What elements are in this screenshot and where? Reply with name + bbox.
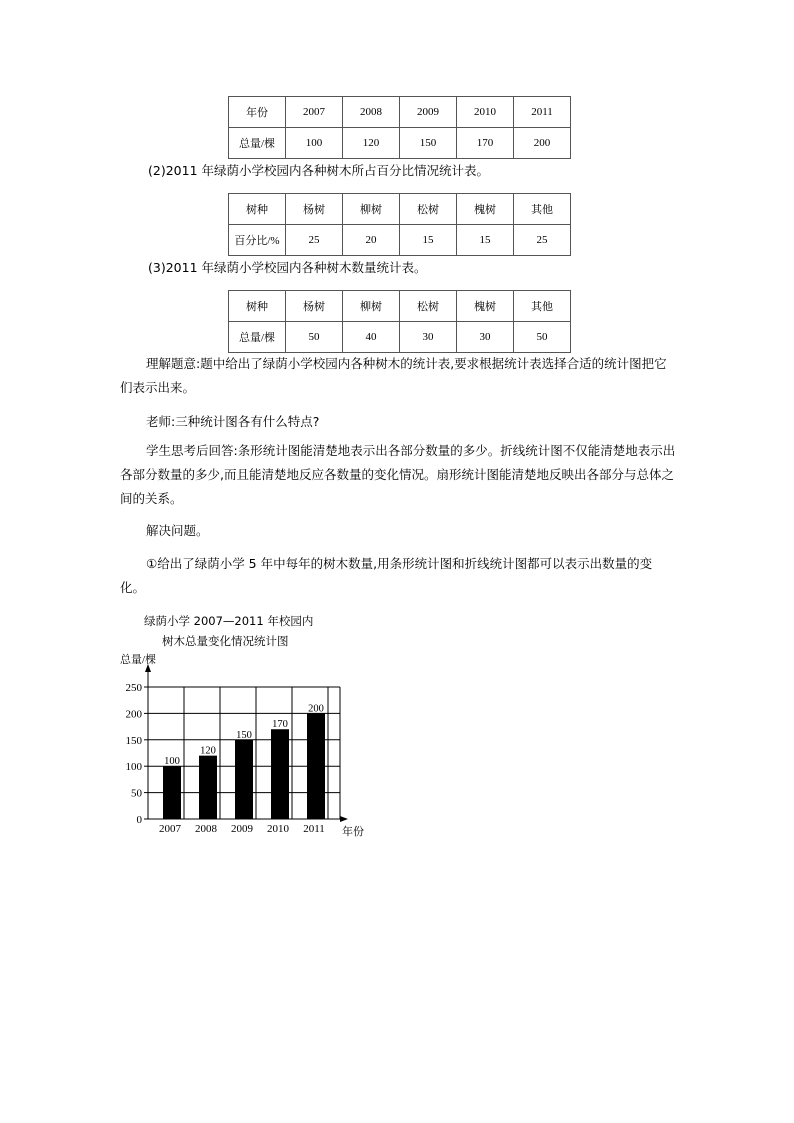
paragraph-teacher-question: 老师:三种统计图各有什么特点? xyxy=(146,414,320,429)
x-tick-label: 2009 xyxy=(231,823,253,835)
y-tick-label: 250 xyxy=(125,682,142,694)
table-cell: 2010 xyxy=(457,97,514,128)
table-cell: 松树 xyxy=(400,291,457,322)
x-tick-label: 2008 xyxy=(195,823,217,835)
x-tick-label: 2011 xyxy=(303,823,325,835)
table-cell: 200 xyxy=(514,128,571,159)
table-cell: 150 xyxy=(400,128,457,159)
paragraph-solution-1: ①给出了绿荫小学 5 年中每年的树木数量,用条形统计图和折线统计图都可以表示出数量的变化。 xyxy=(120,556,653,595)
table-cell: 松树 xyxy=(400,194,457,225)
y-tick-label: 100 xyxy=(125,761,142,774)
x-axis-arrow xyxy=(340,816,348,822)
table-cell: 其他 xyxy=(514,291,571,322)
x-axis-label: 年份 xyxy=(342,826,364,838)
caption-percent-table: (2)2011 年绿荫小学校园内各种树木所占百分比情况统计表。 xyxy=(148,163,489,178)
table-row xyxy=(229,322,571,353)
table-cell: 25 xyxy=(286,225,343,256)
table-cell: 15 xyxy=(457,225,514,256)
bar xyxy=(307,713,325,819)
table-cell: 30 xyxy=(457,322,514,353)
data-label: 100 xyxy=(164,756,180,768)
bar xyxy=(199,756,217,819)
paragraph-solve: 解决问题。 xyxy=(146,523,209,538)
y-tick-label: 50 xyxy=(131,787,142,800)
table-cell: 15 xyxy=(400,225,457,256)
table-cell: 槐树 xyxy=(457,291,514,322)
data-label: 120 xyxy=(200,745,216,757)
table-cell: 百分比/% xyxy=(229,225,286,256)
table-cell: 120 xyxy=(343,128,400,159)
tree-total-bar-chart xyxy=(112,645,382,840)
table-cell: 柳树 xyxy=(343,194,400,225)
y-tick-label: 0 xyxy=(136,814,142,826)
table-cell: 总量/棵 xyxy=(229,128,286,159)
table-cell: 50 xyxy=(514,322,571,353)
table-cell: 50 xyxy=(286,322,343,353)
tree-total-table xyxy=(228,96,571,159)
chart-labels xyxy=(126,682,325,835)
table-cell: 总量/棵 xyxy=(229,322,286,353)
bar xyxy=(235,740,253,819)
table-cell: 2011 xyxy=(514,97,571,128)
table-cell: 年份 xyxy=(229,97,286,128)
table-cell: 杨树 xyxy=(286,291,343,322)
caption-count-table: (3)2011 年绿荫小学校园内各种树木数量统计表。 xyxy=(148,260,427,275)
y-axis-label: 总量/棵 xyxy=(120,654,157,666)
chart-title-line1: 绿荫小学 2007—2011 年校园内 xyxy=(144,614,314,628)
table-row xyxy=(229,225,571,256)
table-cell: 树种 xyxy=(229,194,286,225)
table-cell: 杨树 xyxy=(286,194,343,225)
data-label: 170 xyxy=(272,719,288,731)
table-header-row xyxy=(229,97,571,128)
table-row xyxy=(229,128,571,159)
y-tick-label: 200 xyxy=(125,708,142,721)
table-cell: 30 xyxy=(400,322,457,353)
bar xyxy=(271,729,289,819)
table-cell: 柳树 xyxy=(343,291,400,322)
x-tick-label: 2010 xyxy=(267,823,289,835)
tree-percent-table xyxy=(228,193,571,256)
table-cell: 2007 xyxy=(286,97,343,128)
paragraph-student-answer: 学生思考后回答:条形统计图能清楚地表示出各部分数量的多少。折线统计图不仅能清楚地表示出各部分数量的多少,而且能清楚地反应各数量的变化情况。扇形统计图能清楚地反映出各部分与总体之间的关系。 xyxy=(120,443,676,506)
table-header-row xyxy=(229,194,571,225)
paragraph-understanding: 理解题意:题中给出了绿荫小学校园内各种树木的统计表,要求根据统计表选择合适的统计图把它们表示出来。 xyxy=(120,356,667,395)
table-cell: 2009 xyxy=(400,97,457,128)
table-cell: 100 xyxy=(286,128,343,159)
y-tick-label: 150 xyxy=(125,734,142,747)
table-cell: 槐树 xyxy=(457,194,514,225)
table-header-row xyxy=(229,291,571,322)
table-cell: 40 xyxy=(343,322,400,353)
bar xyxy=(163,766,181,819)
table-cell: 20 xyxy=(343,225,400,256)
data-label: 150 xyxy=(236,729,252,741)
table-cell: 其他 xyxy=(514,194,571,225)
x-tick-label: 2007 xyxy=(159,823,181,835)
table-cell: 25 xyxy=(514,225,571,256)
tree-count-table xyxy=(228,290,571,353)
data-label: 200 xyxy=(308,703,324,715)
table-cell: 树种 xyxy=(229,291,286,322)
chart-title-line2: 树木总量变化情况统计图 xyxy=(162,634,289,648)
table-cell: 170 xyxy=(457,128,514,159)
table-cell: 2008 xyxy=(343,97,400,128)
